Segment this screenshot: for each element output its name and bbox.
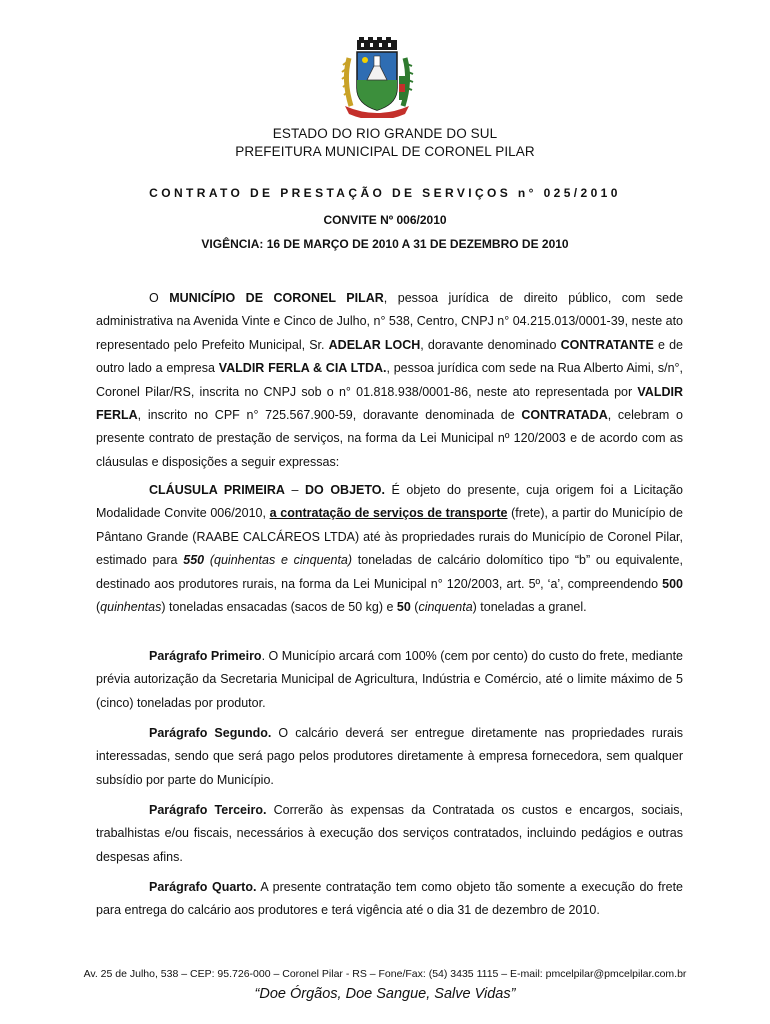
footer-motto: “Doe Órgãos, Doe Sangue, Salve Vidas” bbox=[254, 986, 516, 1002]
clausula-label: CLÁUSULA PRIMEIRA bbox=[149, 483, 285, 497]
footer-address: Av. 25 de Julho, 538 – CEP: 95.726-000 – Coronel Pilar - RS – Fone/Fax: (54) 3435 1115 – E-mail: pmcelpilar@pmcelpilar.com.br bbox=[83, 968, 687, 980]
vigencia-line: VIGÊNCIA: 16 DE MARÇO DE 2010 A 31 DE DEZEMBRO DE 2010 bbox=[201, 237, 569, 251]
paragrafo-terceiro: Parágrafo Terceiro. Correrão às expensas da Contratada os custos e encargos, sociais, trabalhistas e/ou fiscais, necessários à execução dos serviços contratados, incluindo pedágios e outras despesas afins. bbox=[96, 803, 684, 864]
empresa-name: VALDIR FERLA & CIA LTDA. bbox=[218, 361, 387, 376]
contratada-term: CONTRATADA bbox=[521, 408, 608, 423]
clausula-heading: DO OBJETO. bbox=[305, 483, 385, 497]
convite-number: CONVITE Nº 006/2010 bbox=[323, 213, 447, 227]
transport-service-highlight: a contratação de serviços de transporte bbox=[269, 506, 508, 521]
clausula-primeira: CLÁUSULA PRIMEIRA – DO OBJETO. É objeto do presente, cuja origem foi a Licitação Modalidade Convite 006/2010, a contratação de serviços de transporte (frete), a partir do Município de Pântano Grande (RAABE CALCÁREOS LTDA) até às propriedades rurais do Município de Coronel Pilar, estimado para 550 (quinhentas e cinquenta) toneladas de calcário dolomítico tipo “b” ou equivalente, destinado aos produtores rurais, na forma da Lei Municipal n° 120/2003, art. 5º, ‘a’, compreendendo 500 (quinhentas) toneladas ensacadas (sacos de 50 kg) e 50 (cinquenta) toneladas a granel. bbox=[96, 483, 684, 615]
paragrafo-quarto: Parágrafo Quarto. A presente contratação tem como objeto tão somente a execução do frete para entrega do calcário aos produtores e terá vigência até o dia 31 de dezembro de 2010. bbox=[96, 880, 683, 918]
municipal-coat-of-arms-icon bbox=[339, 36, 415, 118]
intro-paragraph: O MUNICÍPIO DE CORONEL PILAR, pessoa jurídica de direito público, com sede administrativa na Avenida Vinte e Cinco de Julho, n° 538, Centro, CNPJ n° 04.215.013/0001-39, neste ato representado pelo Prefeito Municipal, Sr. ADELAR LOCH, doravante denominado CONTRATANTE e de outro lado a empresa VALDIR FERLA & CIA LTDA., pessoa jurídica com sede na Rua Alberto Aimi, s/n°, Coronel Pilar/RS, inscrita no CNPJ sob o n° 01.818.938/0001-86, neste ato representada por VALDIR FERLA, inscrito no CPF n° 725.567.900-59, doravante denominada de CONTRATADA, celebram o presente contrato de prestação de serviços, na forma da Lei Municipal nº 120/2003 e de acordo com as cláusulas e disposições a seguir expressas: bbox=[96, 291, 684, 469]
paragrafo-segundo: Parágrafo Segundo. O calcário deverá ser entregue diretamente nas propriedades rurais interessadas, sendo que será pago pelos produtores diretamente à empresa fornecedora, sem qualquer subsídio por parte do Município. bbox=[96, 726, 683, 787]
representante-name: VALDIR FERLA bbox=[96, 384, 683, 423]
municipio-name: MUNICÍPIO DE CORONEL PILAR bbox=[169, 291, 384, 305]
state-heading: ESTADO DO RIO GRANDE DO SUL bbox=[272, 126, 498, 141]
paragrafo-primeiro: Parágrafo Primeiro. O Município arcará com 100% (cem por cento) do custo do frete, mediante prévia autorização da Secretaria Municipal de Agricultura, Indústria e Comércio, até o limite máximo de 5 (cinco) toneladas por produtor. bbox=[96, 649, 683, 710]
bagged-amount: 500 bbox=[662, 576, 683, 591]
bulk-amount: 50 bbox=[396, 600, 411, 615]
prefeito-name: ADELAR LOCH bbox=[328, 337, 421, 352]
prefecture-heading: PREFEITURA MUNICIPAL DE CORONEL PILAR bbox=[235, 144, 535, 159]
contract-title: CONTRATO DE PRESTAÇÃO DE SERVIÇOS n° 025/2010 bbox=[149, 186, 621, 200]
contratante-term: CONTRATANTE bbox=[560, 337, 654, 352]
tonnage-amount: 550 bbox=[183, 553, 205, 568]
